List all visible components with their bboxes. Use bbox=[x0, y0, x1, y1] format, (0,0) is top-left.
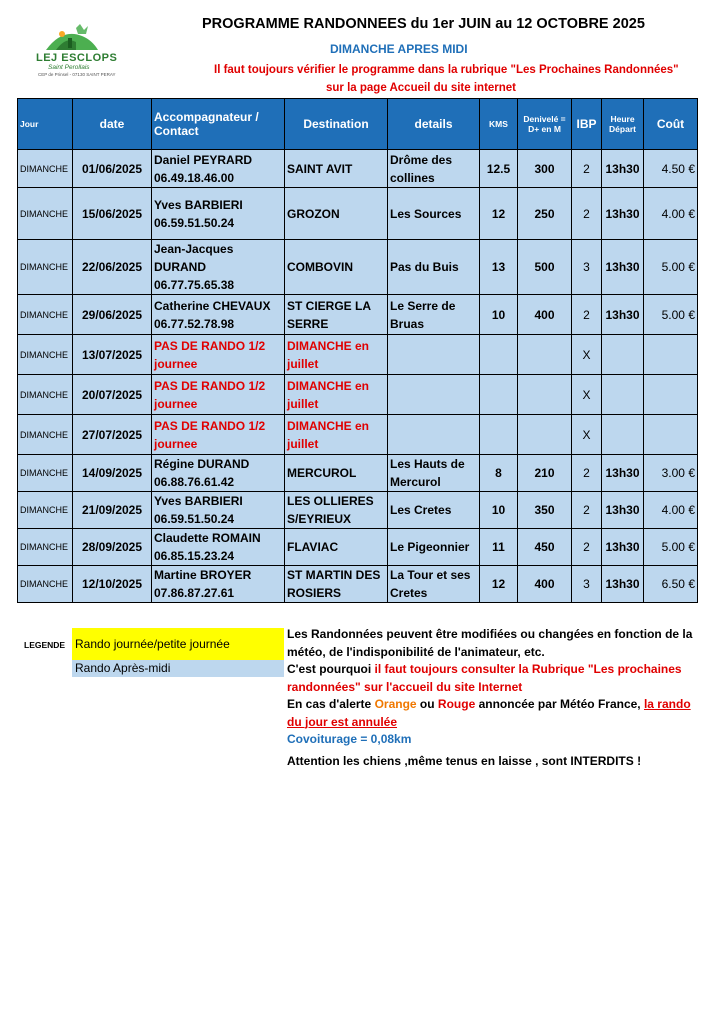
cell-jour-text: DIMANCHE bbox=[20, 349, 69, 360]
col-header-heure: Heure Départ bbox=[602, 99, 644, 150]
cell-heure-text: 13h30 bbox=[605, 307, 640, 322]
cell-details bbox=[388, 240, 480, 295]
note-alert-rouge: Rouge bbox=[437, 697, 476, 711]
cell-denivele bbox=[518, 375, 572, 415]
cell-details-text: Les Cretes bbox=[390, 503, 452, 517]
cell-denivele bbox=[518, 529, 572, 566]
cell-date bbox=[73, 415, 152, 455]
legend-label: LEGENDE bbox=[24, 640, 66, 650]
note-consult-emphasis: il faut toujours consulter la Rubrique "Les prochaines randonnées" sur l'accueil du site Internet bbox=[287, 662, 682, 694]
cell-cout bbox=[644, 240, 698, 295]
cell-denivele-text: 450 bbox=[534, 540, 555, 554]
cell-denivele bbox=[518, 150, 572, 188]
cell-jour-text: DIMANCHE bbox=[20, 429, 69, 440]
cell-heure-text: 13h30 bbox=[605, 577, 640, 591]
cell-details-text: Le Serre de bbox=[390, 298, 456, 313]
cell-heure-text: 13h30 bbox=[605, 206, 640, 221]
cell-destination bbox=[285, 529, 388, 566]
cell-details-text: Cretes bbox=[390, 586, 428, 600]
cell-destination bbox=[285, 150, 388, 188]
table-row bbox=[18, 295, 698, 335]
cell-jour-text: DIMANCHE bbox=[20, 262, 69, 272]
cell-date bbox=[73, 455, 152, 492]
cell-ibp-text: 3 bbox=[583, 260, 590, 274]
cell-accompagnateur-text: 06.88.76.61.42 bbox=[154, 475, 235, 489]
cell-cout-text: 4.50 € bbox=[661, 161, 695, 176]
cell-jour bbox=[18, 455, 73, 492]
cell-details-text: Pas du Buis bbox=[390, 260, 459, 274]
cell-kms bbox=[480, 295, 518, 335]
table-row bbox=[18, 375, 698, 415]
col-header-denivele: Denivelé = D+ en M bbox=[518, 99, 572, 150]
cell-destination-text: juillet bbox=[287, 436, 319, 451]
cell-destination-text: LES OLLIERES bbox=[287, 494, 374, 508]
cell-jour-text: DIMANCHE bbox=[20, 505, 69, 515]
cell-kms-text: 10 bbox=[491, 307, 506, 322]
cell-accompagnateur bbox=[152, 295, 285, 335]
cell-accompagnateur bbox=[152, 415, 285, 455]
cell-kms-text: 12 bbox=[491, 206, 506, 221]
cell-jour bbox=[18, 415, 73, 455]
cell-heure-text: 13h30 bbox=[605, 540, 640, 554]
col-header-cout: Coût bbox=[644, 99, 698, 150]
note-alert-b: ou bbox=[416, 697, 438, 711]
cell-accompagnateur bbox=[152, 335, 285, 375]
cell-denivele bbox=[518, 492, 572, 529]
cell-cout bbox=[644, 188, 698, 240]
col-header-destination: Destination bbox=[285, 99, 388, 150]
cell-denivele bbox=[518, 240, 572, 295]
cell-cout-text: 5.00 € bbox=[661, 307, 695, 322]
cell-denivele-text: 400 bbox=[534, 577, 555, 591]
cell-ibp bbox=[572, 529, 602, 566]
cell-date-text: 14/09/2025 bbox=[81, 466, 143, 480]
cell-accompagnateur-text: 06.59.51.50.24 bbox=[154, 512, 235, 526]
table-row bbox=[18, 188, 698, 240]
cell-date-text: 20/07/2025 bbox=[81, 387, 143, 402]
legend-full-day: Rando journée/petite journée bbox=[72, 628, 284, 660]
cell-accompagnateur-text: 06.59.51.50.24 bbox=[154, 215, 235, 230]
cell-cout bbox=[644, 375, 698, 415]
cell-jour bbox=[18, 492, 73, 529]
cell-heure-text: 13h30 bbox=[605, 161, 640, 176]
cell-details-text: Drôme des bbox=[390, 152, 453, 167]
cell-details bbox=[388, 295, 480, 335]
cell-kms-text: 12 bbox=[491, 577, 506, 591]
cell-ibp bbox=[572, 415, 602, 455]
cell-accompagnateur-text: Yves BARBIERI bbox=[154, 197, 243, 212]
cell-accompagnateur bbox=[152, 150, 285, 188]
cell-cout-text: 4.00 € bbox=[661, 206, 695, 221]
cell-heure bbox=[602, 188, 644, 240]
cell-destination bbox=[285, 455, 388, 492]
cell-jour-text: DIMANCHE bbox=[20, 208, 69, 219]
cell-kms bbox=[480, 240, 518, 295]
cell-denivele-text: 300 bbox=[534, 161, 555, 176]
cell-heure bbox=[602, 240, 644, 295]
cell-jour bbox=[18, 335, 73, 375]
note-weather-alert bbox=[287, 696, 697, 731]
cell-details bbox=[388, 566, 480, 603]
cell-destination bbox=[285, 188, 388, 240]
cell-ibp bbox=[572, 492, 602, 529]
cell-heure-text: 13h30 bbox=[605, 466, 640, 480]
cell-kms-text: 10 bbox=[491, 503, 506, 517]
cell-cout-text: 5.00 € bbox=[661, 260, 695, 274]
cell-kms bbox=[480, 188, 518, 240]
cell-kms bbox=[480, 455, 518, 492]
cell-ibp-text: 2 bbox=[583, 161, 590, 176]
cell-details-text: Les Hauts de bbox=[390, 457, 465, 471]
cell-ibp bbox=[572, 188, 602, 240]
table-row bbox=[18, 566, 698, 603]
cell-destination bbox=[285, 492, 388, 529]
cell-date-text: 28/09/2025 bbox=[81, 540, 143, 554]
cell-kms bbox=[480, 529, 518, 566]
logo-address: CEP de Prinsel - 07130 SAINT PERAY bbox=[38, 72, 116, 77]
cell-heure bbox=[602, 375, 644, 415]
cell-date-text: 01/06/2025 bbox=[81, 161, 143, 176]
cell-date-text: 15/06/2025 bbox=[81, 206, 143, 221]
cell-ibp-text: X bbox=[582, 387, 591, 402]
cell-ibp bbox=[572, 240, 602, 295]
cell-ibp-text: 2 bbox=[583, 206, 590, 221]
cell-heure bbox=[602, 295, 644, 335]
table-row bbox=[18, 492, 698, 529]
cell-jour bbox=[18, 295, 73, 335]
cell-jour-text: DIMANCHE bbox=[20, 309, 69, 320]
cell-cout-text: 5.00 € bbox=[661, 540, 695, 554]
cell-ibp bbox=[572, 375, 602, 415]
page-subtitle: DIMANCHE APRES MIDI bbox=[330, 42, 468, 56]
cell-destination-text: SERRE bbox=[287, 316, 329, 331]
cell-date bbox=[73, 188, 152, 240]
cell-jour bbox=[18, 566, 73, 603]
cell-details bbox=[388, 150, 480, 188]
page-title: PROGRAMME RANDONNEES du 1er JUIN au 12 OCTOBRE 2025 bbox=[202, 16, 645, 32]
cell-accompagnateur-text: Régine DURAND bbox=[154, 457, 250, 471]
cell-details-text: Le Pigeonnier bbox=[390, 540, 470, 554]
cell-destination-text: DIMANCHE en bbox=[287, 418, 370, 433]
cell-heure bbox=[602, 492, 644, 529]
cell-cout bbox=[644, 566, 698, 603]
logo-subtitle: Saint Perollais bbox=[48, 64, 90, 71]
table-row bbox=[18, 150, 698, 188]
cell-jour-text: DIMANCHE bbox=[20, 389, 69, 400]
cell-ibp-text: X bbox=[582, 347, 591, 362]
cell-accompagnateur bbox=[152, 492, 285, 529]
cell-accompagnateur bbox=[152, 240, 285, 295]
cell-accompagnateur bbox=[152, 375, 285, 415]
cell-details-text: Mercurol bbox=[390, 475, 441, 489]
cell-ibp bbox=[572, 455, 602, 492]
cell-details-text: collines bbox=[390, 170, 435, 185]
cell-destination bbox=[285, 375, 388, 415]
cell-accompagnateur bbox=[152, 455, 285, 492]
table-row bbox=[18, 335, 698, 375]
cell-destination-text: DIMANCHE en bbox=[287, 338, 370, 353]
note-alert-c: annoncée par Météo France, bbox=[475, 697, 644, 711]
cell-jour-text: DIMANCHE bbox=[20, 579, 69, 589]
cell-destination-text: DIMANCHE en bbox=[287, 378, 370, 393]
cell-accompagnateur-text: Daniel PEYRARD bbox=[154, 152, 253, 167]
cell-details bbox=[388, 188, 480, 240]
cell-details bbox=[388, 455, 480, 492]
cell-ibp bbox=[572, 566, 602, 603]
club-logo bbox=[36, 22, 118, 80]
cell-accompagnateur-text: 07.86.87.27.61 bbox=[154, 586, 235, 600]
cell-destination-text: ST MARTIN DES bbox=[287, 568, 381, 582]
cell-kms bbox=[480, 566, 518, 603]
cell-jour-text: DIMANCHE bbox=[20, 468, 69, 478]
cell-cout-text: 3.00 € bbox=[661, 466, 695, 480]
cell-details-text: Bruas bbox=[390, 316, 425, 331]
cell-denivele-text: 210 bbox=[534, 466, 555, 480]
cell-cout bbox=[644, 529, 698, 566]
col-header-details: details bbox=[388, 99, 480, 150]
cell-date bbox=[73, 335, 152, 375]
cell-details bbox=[388, 492, 480, 529]
cell-denivele bbox=[518, 295, 572, 335]
table-row bbox=[18, 240, 698, 295]
note-consult-intro: C'est pourquoi bbox=[287, 662, 375, 676]
cell-heure bbox=[602, 455, 644, 492]
cell-ibp-text: X bbox=[582, 427, 591, 442]
cell-accompagnateur-text: Martine BROYER bbox=[154, 568, 252, 582]
cell-accompagnateur-text: Yves BARBIERI bbox=[154, 494, 243, 508]
cell-destination-text: ST CIERGE LA bbox=[287, 298, 372, 313]
cell-accompagnateur-text: PAS DE RANDO 1/2 bbox=[154, 418, 266, 433]
cell-destination-text: ROSIERS bbox=[287, 586, 342, 600]
cell-date bbox=[73, 529, 152, 566]
hiker-logo-icon bbox=[42, 22, 102, 54]
cell-date bbox=[73, 150, 152, 188]
cell-accompagnateur-text: journee bbox=[154, 436, 198, 451]
cell-kms-text: 11 bbox=[492, 540, 505, 554]
cell-cout bbox=[644, 415, 698, 455]
cell-destination-text: FLAVIAC bbox=[287, 540, 339, 554]
cell-kms-text: 8 bbox=[495, 466, 502, 480]
warning-line-2: sur la page Accueil du site internet bbox=[326, 82, 517, 94]
note-alert-orange: Orange bbox=[374, 697, 417, 711]
cell-accompagnateur-text: PAS DE RANDO 1/2 bbox=[154, 378, 266, 393]
cell-heure bbox=[602, 335, 644, 375]
cell-heure-text: 13h30 bbox=[605, 503, 640, 517]
cell-ibp bbox=[572, 335, 602, 375]
table-row bbox=[18, 529, 698, 566]
cell-date-text: 27/07/2025 bbox=[81, 427, 143, 442]
cell-accompagnateur-text: Claudette ROMAIN bbox=[154, 531, 261, 545]
cell-accompagnateur-text: 06.77.75.65.38 bbox=[154, 278, 235, 292]
cell-details-text: Les Sources bbox=[390, 206, 462, 221]
cell-destination-text: juillet bbox=[287, 356, 319, 371]
cell-ibp bbox=[572, 150, 602, 188]
cell-jour-text: DIMANCHE bbox=[20, 542, 69, 552]
cell-cout-text: 4.00 € bbox=[661, 503, 695, 517]
cell-kms-text: 13 bbox=[491, 260, 506, 274]
cell-date bbox=[73, 375, 152, 415]
cell-denivele-text: 250 bbox=[534, 206, 555, 221]
cell-destination bbox=[285, 240, 388, 295]
cell-destination bbox=[285, 335, 388, 375]
cell-denivele-text: 400 bbox=[534, 307, 555, 322]
cell-ibp-text: 2 bbox=[583, 466, 590, 480]
cell-kms bbox=[480, 150, 518, 188]
cell-ibp-text: 2 bbox=[583, 540, 590, 554]
cell-jour bbox=[18, 240, 73, 295]
cell-cout bbox=[644, 335, 698, 375]
cell-date bbox=[73, 295, 152, 335]
cell-denivele bbox=[518, 188, 572, 240]
cell-date-text: 21/09/2025 bbox=[81, 503, 143, 517]
note-dogs: Attention les chiens ,même tenus en laisse , sont INTERDITS ! bbox=[287, 753, 642, 768]
cell-kms bbox=[480, 492, 518, 529]
cell-details-text: La Tour et ses bbox=[390, 568, 471, 582]
cell-denivele bbox=[518, 335, 572, 375]
cell-kms bbox=[480, 375, 518, 415]
cell-accompagnateur bbox=[152, 566, 285, 603]
cell-cout-text: 6.50 € bbox=[661, 577, 695, 591]
cell-details bbox=[388, 415, 480, 455]
cell-accompagnateur-text: Catherine CHEVAUX bbox=[154, 298, 271, 313]
cell-cout bbox=[644, 150, 698, 188]
cell-date-text: 22/06/2025 bbox=[81, 260, 143, 274]
cell-accompagnateur-text: PAS DE RANDO 1/2 bbox=[154, 338, 266, 353]
cell-date bbox=[73, 240, 152, 295]
cell-cout bbox=[644, 455, 698, 492]
cell-destination bbox=[285, 566, 388, 603]
program-table bbox=[17, 98, 698, 603]
cell-destination bbox=[285, 295, 388, 335]
cell-accompagnateur-text: 06.49.18.46.00 bbox=[154, 170, 235, 185]
cell-accompagnateur-text: 06.77.52.78.98 bbox=[154, 316, 235, 331]
cell-accompagnateur-text: journee bbox=[154, 356, 198, 371]
cell-accompagnateur bbox=[152, 529, 285, 566]
cell-denivele-text: 350 bbox=[534, 503, 555, 517]
legend-afternoon: Rando Après-midi bbox=[72, 660, 284, 677]
cell-cout bbox=[644, 295, 698, 335]
cell-date-text: 29/06/2025 bbox=[81, 307, 143, 322]
cell-heure bbox=[602, 529, 644, 566]
note-consult-site bbox=[287, 661, 697, 696]
cell-destination-text: SAINT AVIT bbox=[287, 161, 353, 176]
cell-date-text: 12/10/2025 bbox=[81, 577, 143, 591]
col-header-accompagnateur: Accompagnateur / Contact bbox=[152, 99, 285, 150]
cell-denivele bbox=[518, 566, 572, 603]
cell-accompagnateur-text: Jean-Jacques DURAND bbox=[154, 242, 234, 274]
cell-denivele bbox=[518, 415, 572, 455]
cell-details bbox=[388, 335, 480, 375]
cell-denivele bbox=[518, 455, 572, 492]
cell-jour-text: DIMANCHE bbox=[20, 163, 69, 174]
table-row bbox=[18, 415, 698, 455]
col-header-ibp: IBP bbox=[572, 99, 602, 150]
cell-destination-text: COMBOVIN bbox=[287, 260, 353, 274]
cell-ibp bbox=[572, 295, 602, 335]
cell-date bbox=[73, 566, 152, 603]
cell-ibp-text: 2 bbox=[583, 307, 590, 322]
cell-destination bbox=[285, 415, 388, 455]
cell-accompagnateur bbox=[152, 188, 285, 240]
cell-heure-text: 13h30 bbox=[605, 260, 640, 274]
cell-accompagnateur-text: journee bbox=[154, 396, 198, 411]
cell-date-text: 13/07/2025 bbox=[81, 347, 143, 362]
cell-heure bbox=[602, 150, 644, 188]
cell-jour bbox=[18, 375, 73, 415]
col-header-date: date bbox=[73, 99, 152, 150]
cell-destination-text: S/EYRIEUX bbox=[287, 512, 352, 526]
cell-destination-text: MERCUROL bbox=[287, 466, 357, 480]
cell-heure bbox=[602, 415, 644, 455]
notes-block bbox=[287, 626, 697, 770]
cell-kms-text: 12.5 bbox=[486, 161, 511, 176]
cell-destination-text: GROZON bbox=[287, 206, 340, 221]
cell-kms bbox=[480, 335, 518, 375]
cell-jour bbox=[18, 529, 73, 566]
cell-destination-text: juillet bbox=[287, 396, 319, 411]
cell-ibp-text: 2 bbox=[583, 503, 590, 517]
cell-details bbox=[388, 375, 480, 415]
note-modifications: Les Randonnées peuvent être modifiées ou changées en fonction de la météo, de l'indisponibilité de l'animateur, etc. bbox=[287, 627, 693, 659]
col-header-kms: KMS bbox=[480, 99, 518, 150]
note-covoiturage: Covoiturage = 0,08km bbox=[287, 732, 412, 746]
cell-kms bbox=[480, 415, 518, 455]
cell-date bbox=[73, 492, 152, 529]
cell-heure bbox=[602, 566, 644, 603]
col-header-jour: Jour bbox=[18, 99, 73, 150]
cell-accompagnateur-text: 06.85.15.23.24 bbox=[154, 549, 235, 563]
cell-denivele-text: 500 bbox=[534, 260, 555, 274]
note-alert-a: En cas d'alerte bbox=[287, 697, 375, 711]
table-header-row bbox=[18, 99, 698, 150]
warning-line-1: Il faut toujours vérifier le programme dans la rubrique "Les Prochaines Randonnées" bbox=[214, 64, 679, 76]
note-alert-cancelled: la rando du jour est annulée bbox=[287, 697, 691, 729]
cell-cout bbox=[644, 492, 698, 529]
table-row bbox=[18, 455, 698, 492]
cell-jour bbox=[18, 188, 73, 240]
cell-details bbox=[388, 529, 480, 566]
cell-jour bbox=[18, 150, 73, 188]
cell-ibp-text: 3 bbox=[583, 577, 590, 591]
logo-name: LEJ ESCLOPS bbox=[36, 52, 118, 64]
